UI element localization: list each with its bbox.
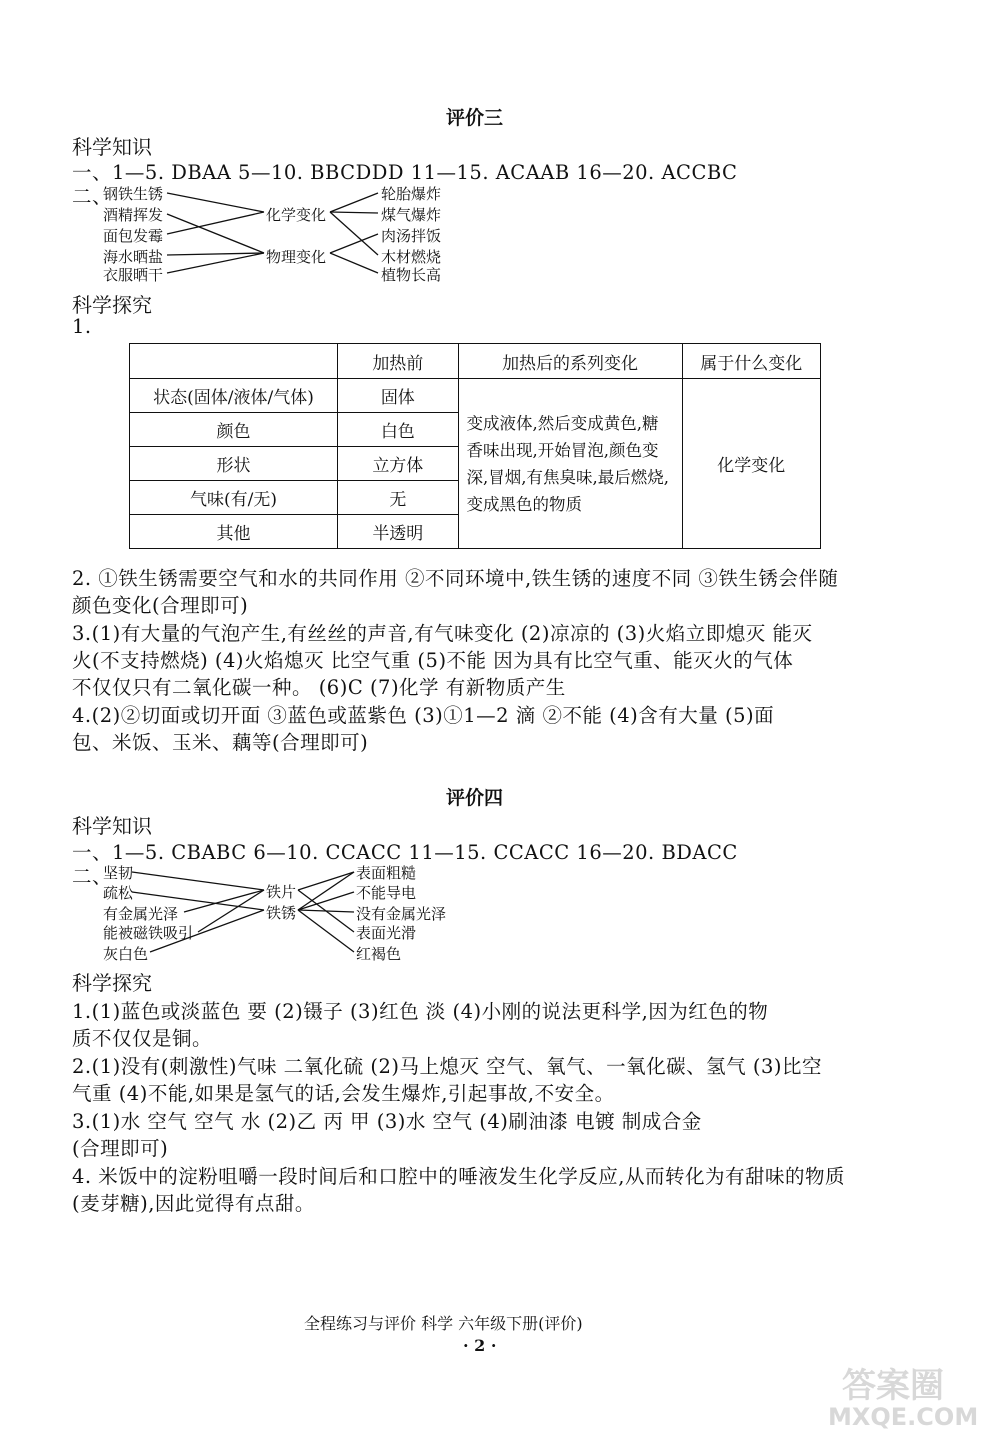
- section3-inquiry-heading: 科学探究: [72, 293, 152, 317]
- section3-match-left-1: 钢铁生锈: [103, 185, 164, 203]
- section3-answer-line: 颜色变化(合理即可): [72, 594, 249, 617]
- section3-match-left-4: 海水晒盐: [103, 248, 164, 266]
- section3-title: 评价三: [446, 107, 504, 129]
- section4-match-right-4: 表面光滑: [356, 924, 417, 942]
- section4-answer-line: (合理即可): [72, 1137, 169, 1160]
- table-row-value: 立方体: [338, 447, 458, 481]
- section3-match-mid-1: 化学变化: [266, 206, 327, 224]
- section4-match-right-2: 不能导电: [356, 884, 417, 902]
- table-row-value: 无: [338, 481, 458, 515]
- page-number: · 2 ·: [463, 1336, 497, 1355]
- section3-knowledge-heading: 科学知识: [72, 135, 152, 159]
- section4-answer-line: 2.(1)没有(刺激性)气味 二氧化硫 (2)马上熄灭 空气、氧气、一氧化碳、氢气 (3)比空: [72, 1055, 822, 1078]
- section4-match-right-1: 表面粗糙: [356, 864, 417, 882]
- section4-title: 评价四: [446, 787, 504, 809]
- section3-match-left-3: 面包发霉: [103, 227, 164, 245]
- table-row-label: 颜色: [130, 413, 338, 447]
- section3-match-mid-2: 物理变化: [266, 248, 327, 266]
- section3-match-right-4: 木材燃烧: [381, 248, 442, 266]
- table-row-value: 白色: [338, 413, 458, 447]
- section3-answer-line: 不仅仅只有二氧化碳一种。 (6)C (7)化学 有新物质产生: [72, 676, 566, 699]
- section3-answer-line: 火(不支持燃烧) (4)火焰熄灭 比空气重 (5)不能 因为具有比空气重、能灭火的气体: [72, 649, 794, 672]
- section4-match-left-2: 疏松: [103, 884, 134, 902]
- table-header-change-type: 属于什么变化: [682, 344, 820, 379]
- section4-answer-line: 气重 (4)不能,如果是氢气的话,会发生爆炸,引起事故,不安全。: [72, 1082, 615, 1105]
- table-header-after: 加热后的系列变化: [458, 344, 682, 379]
- section4-match-mid-2: 铁锈: [266, 904, 297, 922]
- footer-book-title: 全程练习与评价 科学 六年级下册(评价): [304, 1314, 583, 1333]
- section3-match-right-2: 煤气爆炸: [381, 206, 442, 224]
- section4-match-right-5: 红褐色: [356, 945, 402, 963]
- section4-match-left-3: 有金属光泽: [103, 905, 179, 923]
- section4-match-mid-1: 铁片: [266, 883, 297, 901]
- section3-q1-number: 1.: [72, 315, 92, 338]
- section3-match-left-5: 衣服晒干: [103, 266, 164, 284]
- table-header-before: 加热前: [338, 344, 458, 379]
- section4-answer-line: 质不仅仅是铜。: [72, 1027, 213, 1050]
- section3-answer-line: 3.(1)有大量的气泡产生,有丝丝的声音,有气味变化 (2)凉凉的 (3)火焰立即熄灭 能灭: [72, 622, 813, 645]
- section4-answer-line: (麦芽糖),因此觉得有点甜。: [72, 1192, 315, 1215]
- section4-match-left-5: 灰白色: [103, 945, 149, 963]
- section3-match-right-1: 轮胎爆炸: [381, 185, 442, 203]
- table-row-label: 其他: [130, 515, 338, 549]
- section3-answer-line: 4.(2)②切面或切开面 ③蓝色或蓝紫色 (3)①1—2 滴 ②不能 (4)含有大量 (5)面: [72, 704, 775, 727]
- section3-answer-line: 包、米饭、玉米、藕等(合理即可): [72, 731, 369, 754]
- section3-answer-line: 2. ①铁生锈需要空气和水的共同作用 ②不同环境中,铁生锈的速度不同 ③铁生锈会伴随: [72, 567, 839, 590]
- section4-answer-line: 1.(1)蓝色或淡蓝色 要 (2)镊子 (3)红色 淡 (4)小刚的说法更科学,因为红色的物: [72, 1000, 769, 1023]
- table-row-value: 半透明: [338, 515, 458, 549]
- section3-match-prefix: 二、: [72, 185, 113, 208]
- watermark-logo: 答案圈: [842, 1366, 944, 1406]
- section3-match-right-5: 植物长高: [381, 266, 442, 284]
- section4-match-left-1: 坚韧: [103, 864, 134, 882]
- table-change-type: 化学变化: [682, 379, 820, 549]
- section3-mc-answers: 一、1—5. DBAA 5—10. BBCDDD 11—15. ACAAB 16—20. ACCBC: [72, 161, 738, 184]
- table-row-label: 形状: [130, 447, 338, 481]
- table-row-label: 气味(有/无): [130, 481, 338, 515]
- section4-match-right-3: 没有金属光泽: [356, 905, 447, 923]
- watermark-site: MXQE.COM: [828, 1403, 979, 1431]
- section4-match-prefix: 二、: [72, 865, 113, 888]
- table-row-label: 状态(固体/液体/气体): [130, 379, 338, 413]
- section4-answer-line: 4. 米饭中的淀粉咀嚼一段时间后和口腔中的唾液发生化学反应,从而转化为有甜味的物质: [72, 1165, 846, 1188]
- section3-match-right-3: 肉汤拌饭: [381, 227, 442, 245]
- section3-match-left-2: 酒精挥发: [103, 206, 164, 224]
- section4-answer-line: 3.(1)水 空气 空气 水 (2)乙 丙 甲 (3)水 空气 (4)刷油漆 电镀 制成合金: [72, 1110, 702, 1133]
- table-after-change: 变成液体,然后变成黄色,糖香味出现,开始冒泡,颜色变深,冒烟,有焦臭味,最后燃烧,变成黑色的物质: [458, 379, 682, 549]
- table-row-value: 固体: [338, 379, 458, 413]
- section4-inquiry-heading: 科学探究: [72, 971, 152, 995]
- section4-match-left-4: 能被磁铁吸引: [103, 924, 194, 942]
- section4-mc-answers: 一、1—5. CBABC 6—10. CCACC 11—15. CCACC 16—20. BDACC: [72, 841, 738, 864]
- section4-knowledge-heading: 科学知识: [72, 814, 152, 838]
